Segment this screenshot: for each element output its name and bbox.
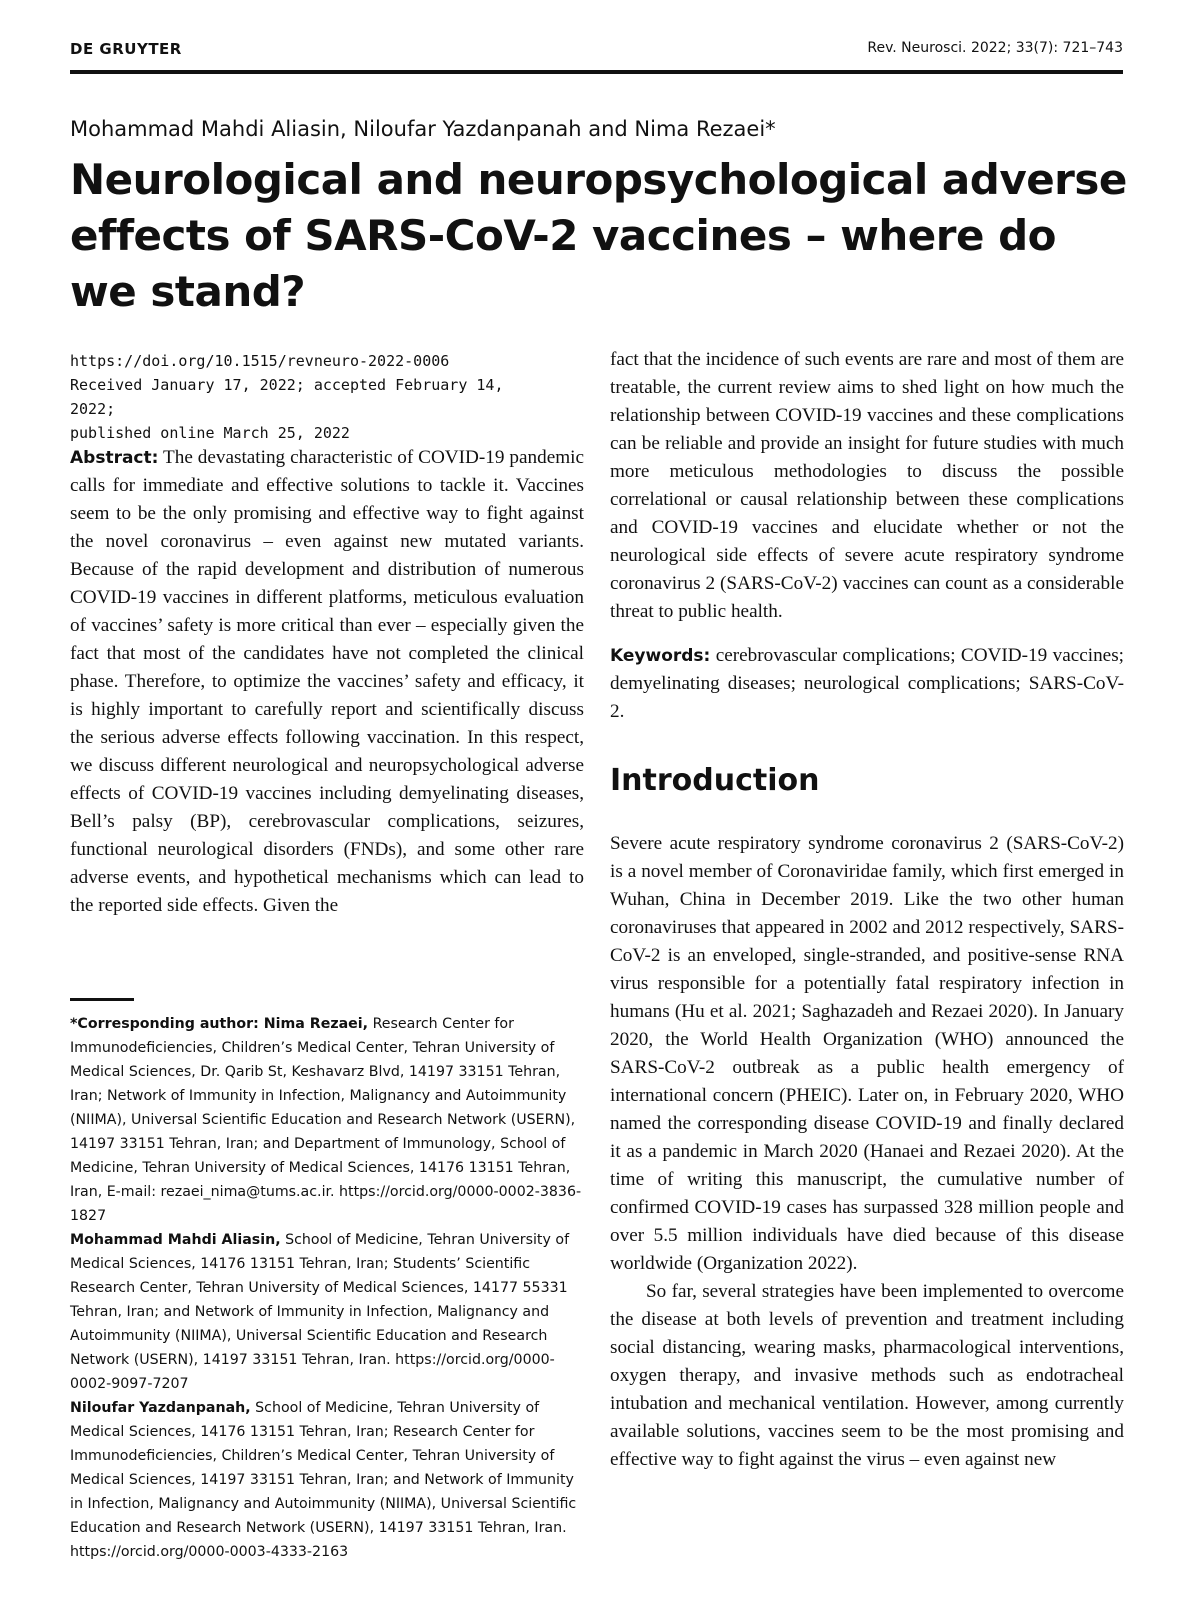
author-list: Mohammad Mahdi Aliasin, Niloufar Yazdanpanah and Nima Rezaei* — [70, 117, 776, 141]
publisher-name: DE GRUYTER — [70, 40, 182, 58]
footnote-author-yazdanpanah — [70, 1396, 590, 1564]
keywords-text: cerebrovascular complications; COVID-19 vaccines; demyelinating diseases; neurological complications; SARS-CoV-2. — [610, 645, 1124, 722]
header-divider — [70, 70, 1123, 74]
journal-citation: Rev. Neurosci. 2022; 33(7): 721–743 — [867, 40, 1123, 56]
introduction-paragraph-1: Severe acute respiratory syndrome coronavirus 2 (SARS-CoV-2) is a novel member of Coronaviridae family, which first emerged in Wuhan, China in December 2019. Like the two other human coronaviruses that appeared in 2002 and 2012 respectively, SARS-CoV-2 is an enveloped, single-stranded, and positive-sense RNA virus responsible for a potentially fatal respiratory infection in humans (Hu et al. 2021; Saghazadeh and Rezaei 2020). In January 2020, the World Health Organization (WHO) announced the SARS-CoV-2 outbreak as a public health emergency of international concern (PHEIC). Later on, in February 2020, WHO named the corresponding disease COVID-19 and finally declared it as a pandemic in March 2020 (Hanaei and Rezaei 2020). At the time of writing this manuscript, the cumulative number of confirmed COVID-19 cases has surpassed 328 million people and over 5.5 million individuals have died because of this disease worldwide (Organization 2022). — [610, 833, 1124, 1274]
published-date: published online March 25, 2022 — [70, 424, 350, 442]
keywords-label: Keywords: — [610, 646, 711, 666]
keywords-paragraph — [610, 642, 1124, 726]
article-metadata — [70, 349, 550, 445]
footnote-divider — [70, 998, 134, 1001]
doi-link[interactable]: https://doi.org/10.1515/revneuro-2022-0006 — [70, 352, 450, 370]
footnote-author-aliasin — [70, 1228, 590, 1396]
abstract-text: The devastating characteristic of COVID-19 pandemic calls for immediate and effective solutions to tackle it. Vaccines seem to be the only promising and effective way to fight against the novel coronavirus – even against new mutated variants. Because of the rapid development and distribution of numerous COVID-19 vaccines in different platforms, meticulous evaluation of vaccines’ safety is more critical than ever – especially given the fact that most of the candidates have not completed the clinical phase. Therefore, to optimize the vaccines’ safety and efficacy, it is highly important to carefully report and scientifically discuss the serious adverse effects following vaccination. In this respect, we discuss different neurological and neuropsychological adverse effects of COVID-19 vaccines including demyelinating diseases, Bell’s palsy (BP), cerebrovascular complications, seizures, functional neurological disorders (FNDs), and some other rare adverse events, and hypothetical mechanisms which can lead to the reported side effects. Given the — [70, 447, 584, 916]
introduction-paragraph-2: So far, several strategies have been implemented to overcome the disease at both levels of prevention and treatment including social distancing, wearing masks, pharmacological interventions, oxygen therapy, and invasive methods such as endotracheal intubation and mechanical ventilation. However, among currently available solutions, vaccines seem to be the most promising and effective way to fight against the virus – even against new — [610, 1281, 1124, 1470]
abstract-continuation: fact that the incidence of such events are rare and most of them are treatable, the current review aims to shed light on how much the relationship between COVID-19 vaccines and these complications can be reliable and provide an insight for future studies with much more meticulous methodologies to discuss the possible correlational or causal relationship between these complications and COVID-19 vaccines and elucidate whether or not the neurological side effects of severe acute respiratory syndrome coronavirus 2 (SARS-CoV-2) vaccines can count as a considerable threat to public health. — [610, 349, 1124, 622]
footnote-corresponding-author — [70, 1012, 590, 1228]
footnote-name: *Corresponding author: Nima Rezaei, — [70, 1016, 369, 1032]
footnote-affiliation: Research Center for Immunodeficiencies, Children’s Medical Center, Tehran University of Medical Sciences, Dr. Qarib St, Keshavarz Blvd, 14197 33151 Tehran, Iran; Network of Immunity in Infection, Malignancy and Autoimmunity (NIIMA), Universal Scientific Education and Research Network (USERN), 14197 33151 Tehran, Iran; and Department of Immunology, School of Medicine, Tehran University of Medical Sciences, 14176 13151 Tehran, Iran, E-mail: rezaei_nima@tums.ac.ir. https://orcid.org/0000-0002-3836-1827 — [70, 1016, 582, 1224]
right-column — [610, 346, 1124, 1474]
footnotes — [70, 1012, 590, 1564]
abstract-label: Abstract: — [70, 448, 159, 468]
footnote-affiliation: School of Medicine, Tehran University of Medical Sciences, 14176 13151 Tehran, Iran; Students’ Scientific Research Center, Tehran University of Medical Sciences, 14177 55331 Tehran, Iran; and Network of Immunity in Infection, Malignancy and Autoimmunity (NIIMA), Universal Scientific Education and Research Network (USERN), 14197 33151 Tehran, Iran. https://orcid.org/0000-0002-9097-7207 — [70, 1232, 570, 1392]
footnote-affiliation: School of Medicine, Tehran University of Medical Sciences, 14176 13151 Tehran, Iran; Research Center for Immunodeficiencies, Children’s Medical Center, Tehran University of Medical Sciences, 14197 33151 Tehran, Iran; and Network of Immunity in Infection, Malignancy and Autoimmunity (NIIMA), Universal Scientific Education and Research Network (USERN), 14197 33151 Tehran, Iran. https://orcid.org/0000-0003-4333-2163 — [70, 1400, 577, 1560]
left-column — [70, 444, 584, 920]
article-title: Neurological and neuropsychological adverse effects of SARS-CoV-2 vaccines – where do we stand? — [70, 155, 1127, 316]
received-date: Received January 17, 2022; accepted February 14, 2022; — [70, 376, 504, 418]
footnote-name: Niloufar Yazdanpanah, — [70, 1400, 251, 1416]
introduction-heading: Introduction — [610, 763, 820, 798]
abstract-paragraph — [70, 444, 584, 920]
footnote-name: Mohammad Mahdi Aliasin, — [70, 1232, 281, 1248]
